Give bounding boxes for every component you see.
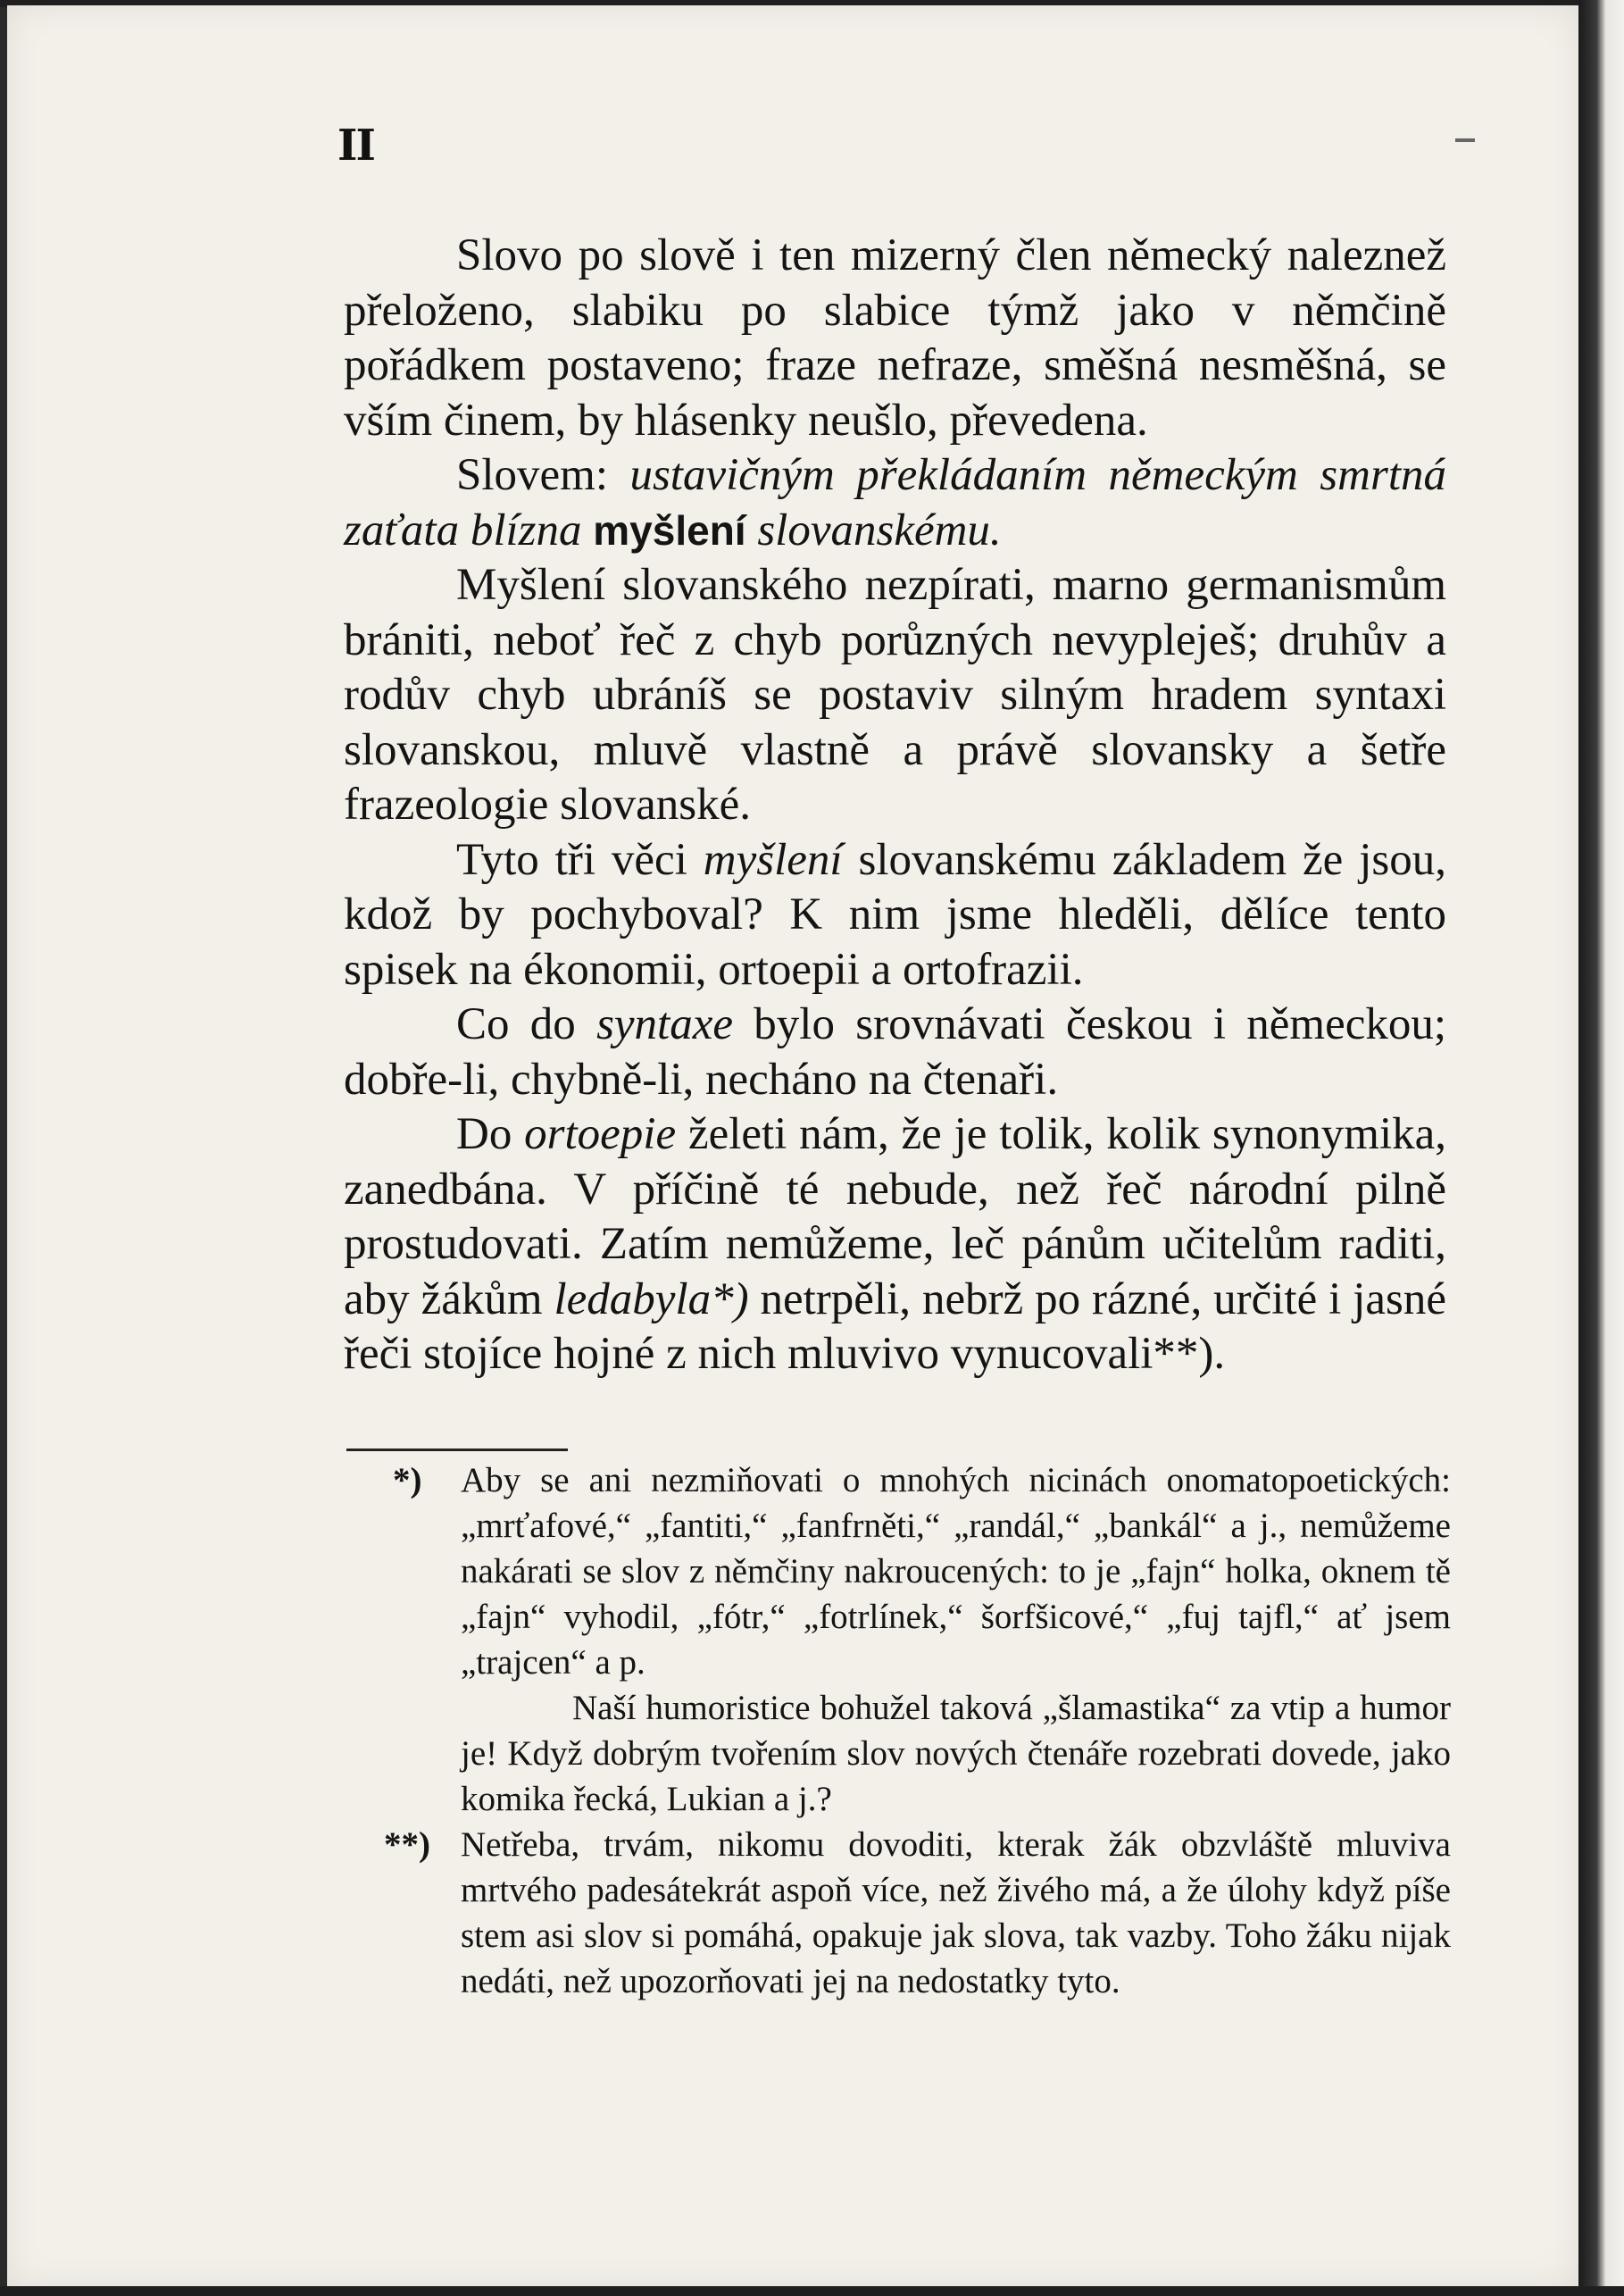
- footnote-1-paragraph: Naší humoristice bohužel taková „šlamastika“ za vtip a humor je! Když dobrým tvořením slov nových čtenáře rozebrati dovede, jako komika řecká, Lukian a j.?: [461, 1689, 1451, 1818]
- footnote-text: Netřeba, trvám, nikomu dovoditi, kterak žák obzvláště mluviva mrtvého padesátekrát aspoň více, než živého má, a že úlohy když píše stem asi slov si pomáhá, opakuje jak slova, tak vazby. Toho žáku nijak nedáti, než upozorňovati jej na nedostatky tyto.: [461, 1825, 1451, 2000]
- main-text: [344, 229, 1446, 1382]
- paragraph-5: Co do syntaxe bylo srovnávati českou i německou; dobře-li, chybně-li, necháno na čtenaři.: [344, 999, 1447, 1105]
- paragraph-1: Slovo po slově i ten mizerný člen německý naleznež přeloženo, slabiku po slabice týmž jako v němčině pořádkem postaveno; fraze nefraze, směšná nesměšná, se vším činem, by hlásenky neušlo, převedena.: [344, 230, 1446, 446]
- paragraph-6: Do ortoepie želeti nám, že je tolik, kolik synonymika, zanedbána. V příčině té nebude, než řeč národní pilně prostudovati. Zatím nemůžeme, leč pánům učitelům raditi, aby žákům ledabyla*) netrpěli, nebrž po rázné, určité i jasné řeči stojíce hojné z nich mluvivo vynucovali**).: [344, 1109, 1447, 1379]
- scan-bottom-edge: [0, 2286, 1624, 2296]
- footnote-text: Aby se ani nezmiňovati o mnohých nicinách onomatopoetických: „mrťafové,“ „fantiti,“ „fanfrněti,“ „randál,“ „bankál“ a j., nemůžeme nakárati se slov z němčiny nakroucených: to je „fajn“ holka, oknem tě „fajn“ vyhodil, „fótr,“ „fotrlínek,“ šorfšicové,“ „fuj tajfl,“ ať jsem „trajcen“ a p.: [461, 1461, 1451, 1682]
- paragraph-3: Myšlení slovanského nezpírati, marno germanismům brániti, neboť řeč z chyb porůzných nevypleješ; druhův a rodův chyb ubráníš se postaviv silným hradem syntaxi slovanskou, mluvě vlastně a právě slovansky a šetře frazeologie slovanské.: [344, 560, 1446, 830]
- footnote-mark: *): [393, 1461, 422, 1499]
- footnote-1: [393, 1457, 1451, 1685]
- paragraph-2: Slovem: ustavičným překládaním německým smrtná zaťata blízna myšlení slovanskému.: [344, 450, 1446, 555]
- footnote-2: [384, 1822, 1451, 2004]
- footnote-separator: [346, 1449, 568, 1451]
- paragraph-4: Tyto tři věci myšlení slovanskému základem že jsou, kdož by pochyboval? K nim jsme hleděli, dělíce tento spisek na ékonomii, ortoepii a ortofrazii.: [344, 834, 1447, 995]
- footnotes: [384, 1457, 1451, 2004]
- page-number: II: [337, 121, 374, 171]
- print-dash-mark: [1455, 138, 1475, 142]
- footnote-mark: **): [384, 1825, 430, 1864]
- scan-right-edge: [1578, 0, 1624, 2296]
